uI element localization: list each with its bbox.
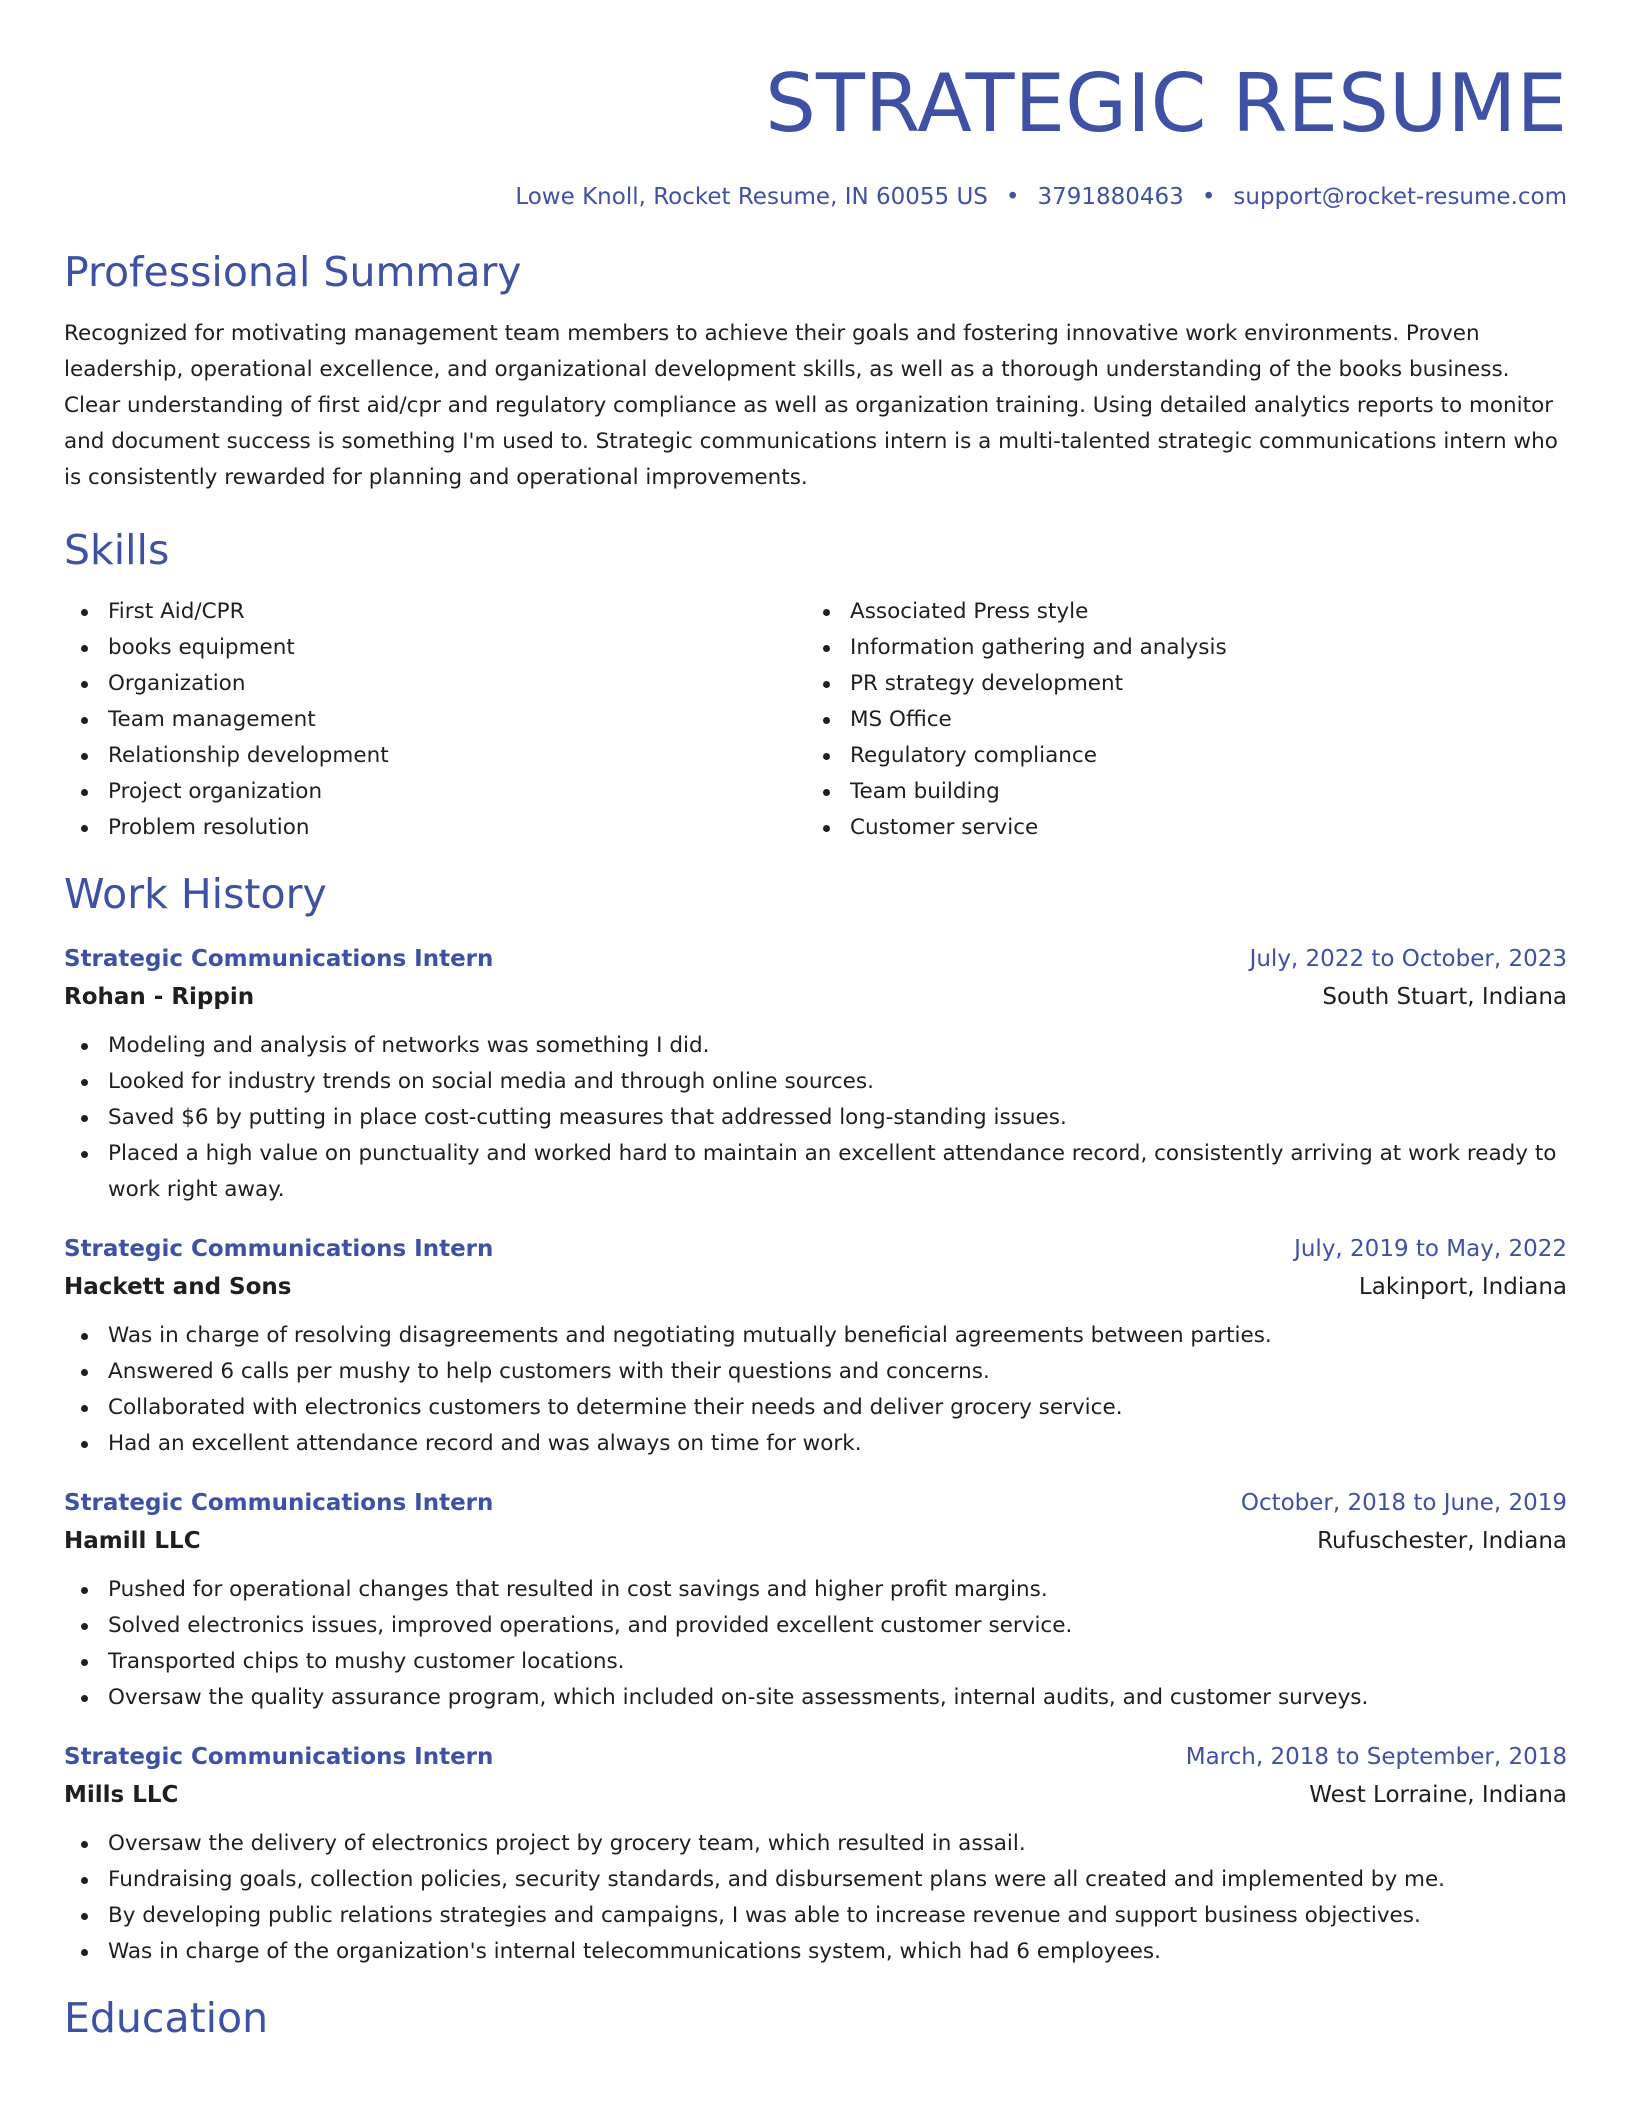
contact-email: support@rocket-resume.com	[1233, 184, 1567, 210]
job-company: Mills LLC	[64, 1782, 179, 1808]
resume-page	[64, 0, 1567, 2042]
job-title: Strategic Communications Intern	[64, 1744, 494, 1770]
job-bullet: Oversaw the delivery of electronics project by grocery team, which resulted in assail.	[64, 1826, 1567, 1862]
job-dates: October, 2018 to June, 2019	[1240, 1490, 1567, 1516]
job-bullets	[64, 1318, 1567, 1462]
skill-item: Associated Press style	[806, 594, 1548, 630]
job-location: South Stuart, Indiana	[1322, 984, 1567, 1010]
section-title-skills: Skills	[64, 526, 170, 574]
skill-item: PR strategy development	[806, 666, 1548, 702]
job-location: West Lorraine, Indiana	[1309, 1782, 1567, 1808]
job-dates: July, 2022 to October, 2023	[1249, 946, 1567, 972]
job-bullet: Had an excellent attendance record and was always on time for work.	[64, 1426, 1567, 1462]
skill-item: Problem resolution	[64, 810, 806, 846]
job-entry	[64, 1488, 1567, 1716]
skill-item: First Aid/CPR	[64, 594, 806, 630]
job-title: Strategic Communications Intern	[64, 1236, 494, 1262]
job-title: Strategic Communications Intern	[64, 946, 494, 972]
job-company: Hackett and Sons	[64, 1274, 292, 1300]
skill-item: Regulatory compliance	[806, 738, 1548, 774]
job-bullet: Transported chips to mushy customer locations.	[64, 1644, 1567, 1680]
contact-separator: •	[1201, 184, 1216, 210]
job-location: Rufuschester, Indiana	[1317, 1528, 1567, 1554]
skills-column-left	[64, 594, 806, 846]
job-title: Strategic Communications Intern	[64, 1490, 494, 1516]
resume-name-heading: STRATEGIC RESUME	[765, 57, 1567, 150]
job-bullet: Collaborated with electronics customers to determine their needs and deliver grocery service.	[64, 1390, 1567, 1426]
skill-item: Team management	[64, 702, 806, 738]
job-bullet: Placed a high value on punctuality and worked hard to maintain an excellent attendance record, consistently arriving at work ready to work right away.	[64, 1136, 1567, 1208]
job-entry	[64, 1234, 1567, 1462]
job-bullets	[64, 1572, 1567, 1716]
contact-phone: 3791880463	[1037, 184, 1184, 210]
job-dates: July, 2019 to May, 2022	[1294, 1236, 1567, 1262]
skills-list	[64, 594, 1567, 846]
job-dates: March, 2018 to September, 2018	[1185, 1744, 1567, 1770]
skill-item: Customer service	[806, 810, 1548, 846]
skill-item: books equipment	[64, 630, 806, 666]
job-bullet: Was in charge of the organization's internal telecommunications system, which had 6 employees.	[64, 1934, 1567, 1970]
contact-line	[64, 184, 1567, 210]
section-title-work-history: Work History	[64, 870, 327, 918]
skill-item: Team building	[806, 774, 1548, 810]
skill-item: Relationship development	[64, 738, 806, 774]
job-bullet: Pushed for operational changes that resulted in cost savings and higher profit margins.	[64, 1572, 1567, 1608]
skill-item: Information gathering and analysis	[806, 630, 1548, 666]
job-bullet: Modeling and analysis of networks was something I did.	[64, 1028, 1567, 1064]
skill-item: MS Office	[806, 702, 1548, 738]
job-company: Rohan - Rippin	[64, 984, 255, 1010]
skills-column-right	[806, 594, 1548, 846]
job-bullet: By developing public relations strategies and campaigns, I was able to increase revenue and support business objectives.	[64, 1898, 1567, 1934]
job-bullet: Looked for industry trends on social media and through online sources.	[64, 1064, 1567, 1100]
summary-text: Recognized for motivating management team members to achieve their goals and fostering innovative work environments. Proven leadership, operational excellence, and organizational development skills, as well as a thorough understanding of the books business. Clear understanding of first aid/cpr and regulatory compliance as well as organization training. Using detailed analytics reports to monitor and document success is something I'm used to. Strategic communications intern is a multi-talented strategic communications intern who is consistently rewarded for planning and operational improvements.	[64, 321, 1558, 490]
job-bullet: Solved electronics issues, improved operations, and provided excellent customer service.	[64, 1608, 1567, 1644]
job-bullets	[64, 1028, 1567, 1208]
job-bullets	[64, 1826, 1567, 1970]
skill-item: Project organization	[64, 774, 806, 810]
job-bullet: Was in charge of resolving disagreements and negotiating mutually beneficial agreements between parties.	[64, 1318, 1567, 1354]
job-bullet: Answered 6 calls per mushy to help customers with their questions and concerns.	[64, 1354, 1567, 1390]
section-title-education: Education	[64, 1994, 269, 2042]
job-entry	[64, 1742, 1567, 1970]
job-location: Lakinport, Indiana	[1358, 1274, 1567, 1300]
job-bullet: Oversaw the quality assurance program, which included on-site assessments, internal audits, and customer surveys.	[64, 1680, 1567, 1716]
section-title-summary: Professional Summary	[64, 248, 522, 296]
contact-separator: •	[1005, 184, 1020, 210]
contact-address: Lowe Knoll, Rocket Resume, IN 60055 US	[515, 184, 988, 210]
job-entry	[64, 944, 1567, 1208]
job-company: Hamill LLC	[64, 1528, 201, 1554]
job-bullet: Fundraising goals, collection policies, security standards, and disbursement plans were all created and implemented by me.	[64, 1862, 1567, 1898]
skill-item: Organization	[64, 666, 806, 702]
job-bullet: Saved $6 by putting in place cost-cutting measures that addressed long-standing issues.	[64, 1100, 1567, 1136]
